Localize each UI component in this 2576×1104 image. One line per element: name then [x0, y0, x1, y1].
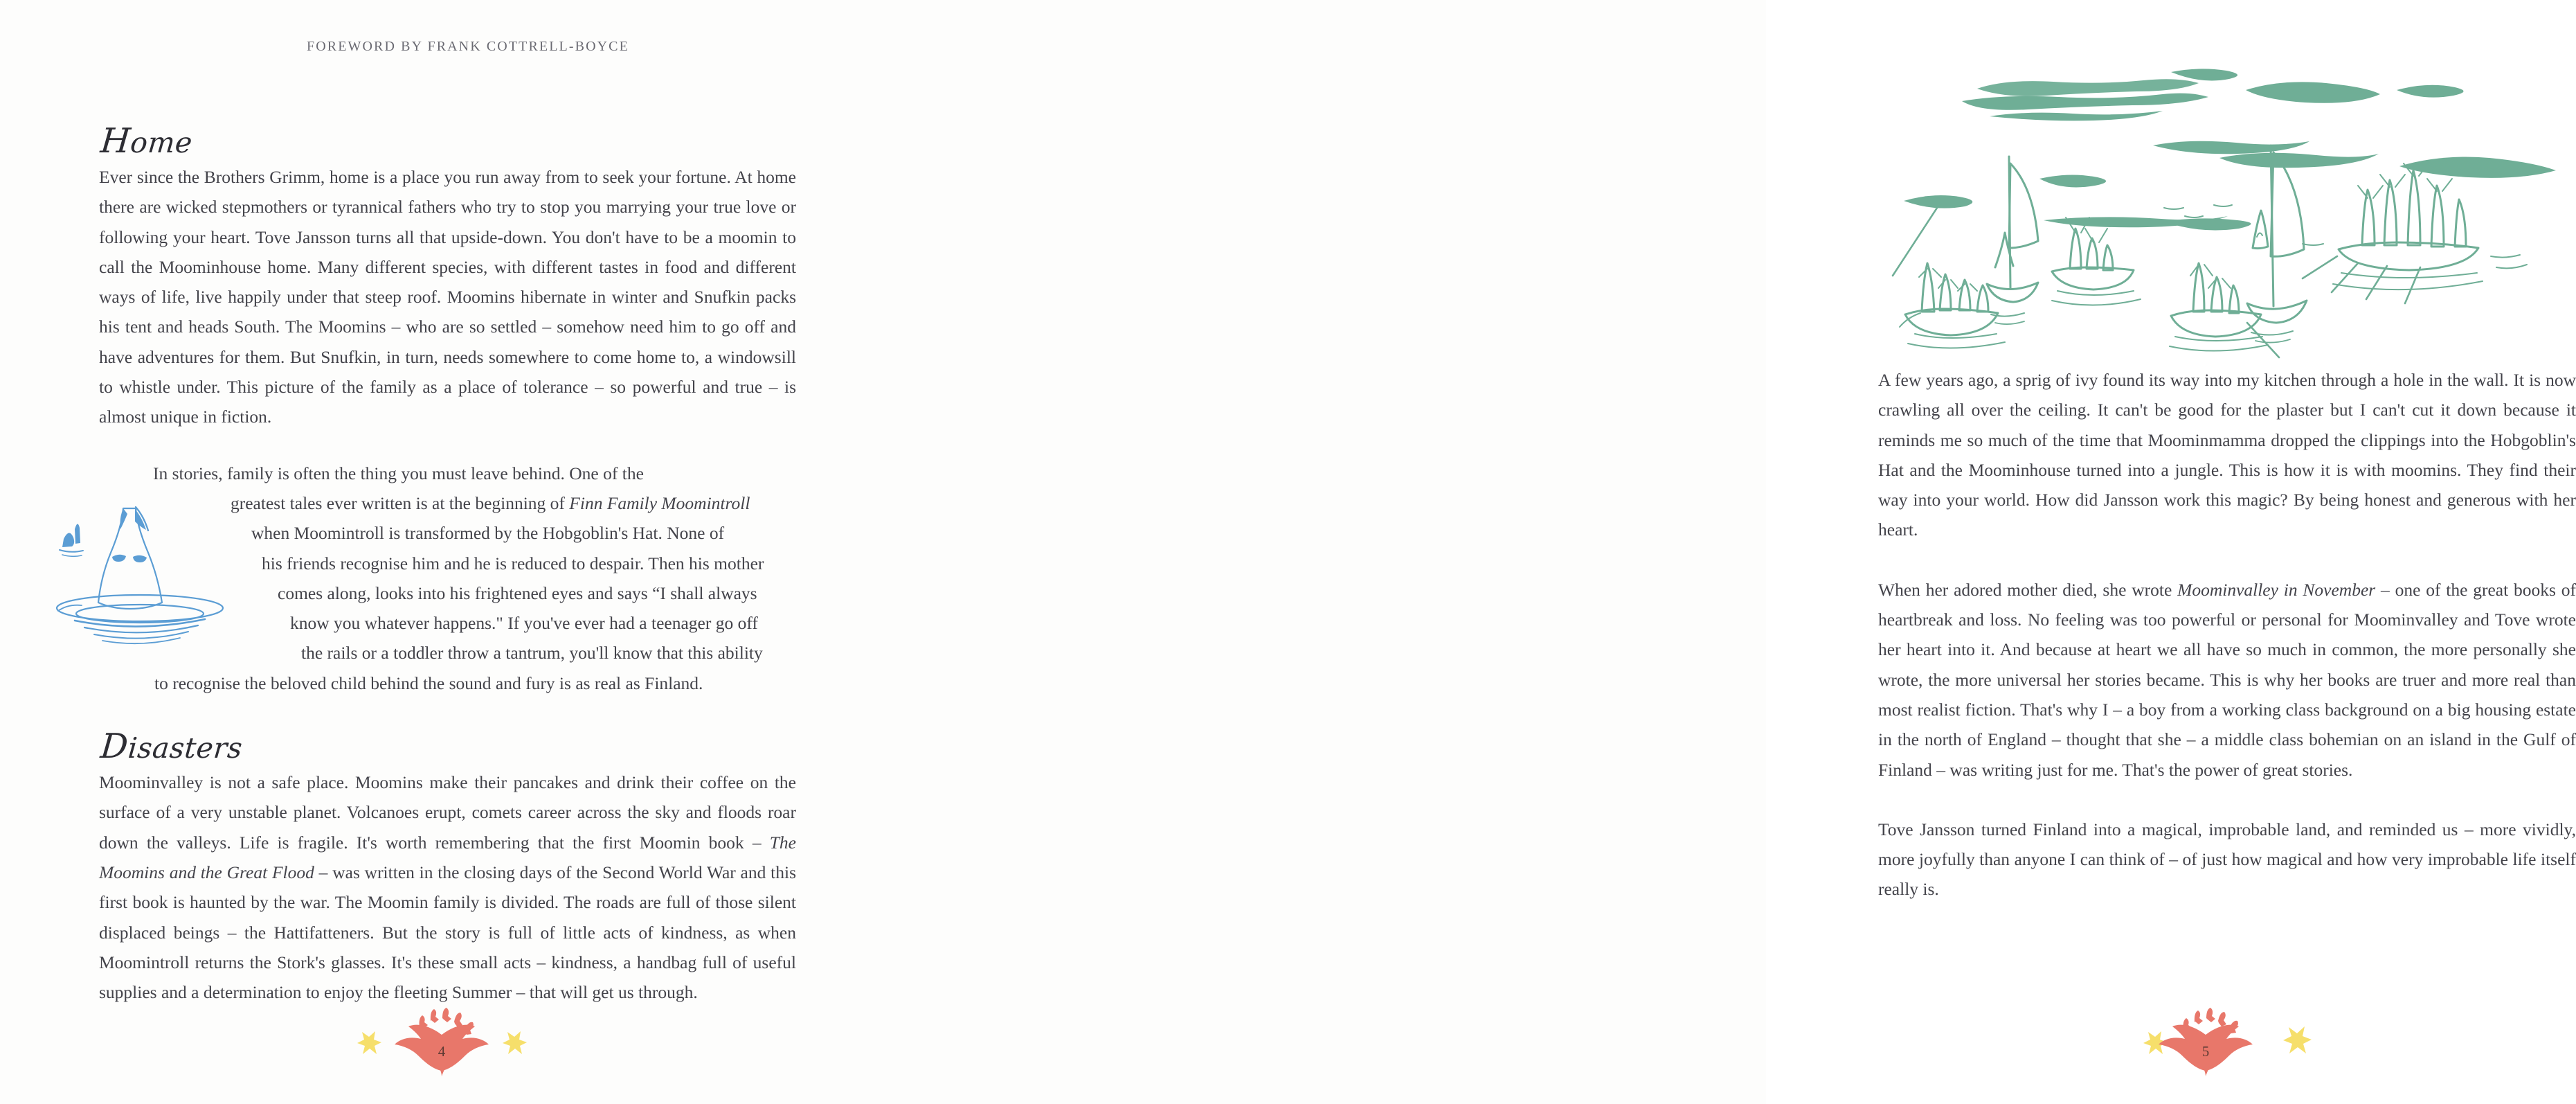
page-number-right: 5 — [2201, 1043, 2210, 1060]
hattifatteners-boats-illustration — [1873, 68, 2573, 345]
runaround-line-2-text: greatest tales ever written is at the beginning of — [231, 492, 570, 513]
book-title-finn-family: Finn Family Moomintroll — [569, 492, 750, 513]
runaround-line-6: know you whatever happens." If you've ever had a teenager go off — [290, 613, 758, 634]
runaround-line-5: comes along, looks into his frightened eyes and says “I shall always — [278, 582, 757, 603]
runaround-line-1: In stories, family is often the thing you must leave behind. One of the — [153, 463, 644, 483]
rowboat-center-lower — [2170, 263, 2279, 357]
heading-remainder: ome — [129, 126, 194, 159]
runaround-line-7: the rails or a toddler throw a tantrum, you'll know that this ability — [301, 643, 763, 664]
left-page — [0, 0, 883, 1104]
runaround-line-4: his friends recognise him and he is reduced to despair. Then his mother — [262, 553, 764, 573]
runaround-line-2 — [175, 488, 796, 518]
book-title-moominvalley-in-november: Moominvalley in November — [2177, 579, 2376, 600]
rowboat-center-left — [2052, 217, 2141, 305]
rowboat-right — [2303, 163, 2527, 303]
disasters-text-before-title: Moominvalley is not a safe place. Moomins make their pancakes and drink their coffee on the surface of a very unstable planet. Volcanoes erupt, comets career across the sky and floods roar down the valleys. Life is fragile. It's worth remembering that the first Moomin book – — [99, 772, 796, 853]
sailboat-right — [2247, 145, 2307, 343]
cloud-group — [1904, 69, 2556, 230]
running-head: FOREWORD BY FRANK COTTRELL-BOYCE — [307, 39, 629, 54]
right-column-text — [1878, 365, 2576, 905]
heading-remainder-disasters: isasters — [126, 731, 244, 765]
runaround-line-3: when Moomintroll is transformed by the Hobgoblin's Hat. None of — [251, 523, 725, 544]
rowboat-far-left — [1893, 204, 2005, 348]
left-column-text — [99, 123, 796, 1007]
section-heading-disasters — [99, 729, 800, 766]
paragraph-ivy: A few years ago, a sprig of ivy found its way into my kitchen through a hole in the wall. It is now crawling all over the ceiling. It can't be good for the plaster but I can't cut it down because it reminds me so much of the time that Moominmamma dropped the clippings into the Hobgoblin's Hat and the Moominhouse turned into a jungle. This is how it is with moomins. They find their way into your world. How did Jansson work this magic? By being honest and generous with her heart. — [1878, 370, 2576, 540]
runaround-line-8: to recognise the beloved child behind the sound and fury is as real as Finland. — [154, 673, 703, 693]
disasters-text-after-title: – was written in the closing days of the Second World War and this first book is haunted by the war. The Moomin family is divided. The roads are full of those silent displaced beings – the Hattifatteners. But the story is full of little acts of kindness, as when Moomintroll returns the Stork's glasses. It's these small acts – kindness, a handbag full of useful supplies and a determination to enjoy the fleeting Summer – that will get us through. — [99, 862, 796, 1003]
water-marks — [2164, 205, 2323, 245]
paragraph-closing: Tove Jansson turned Finland into a magical, improbable land, and reminded us – more vividly, more joyfully than anyone I can think of – of just how magical and how very improbable life itself really is. — [1878, 819, 2576, 900]
right-page — [883, 0, 2576, 1104]
november-text-after-title: – one of the great books of heartbreak and loss. No feeling was too powerful or personal for Moominvalley and Tove wrote her heart into it. And because at heart we all have so much in common, the more personally she wrote, the more universal her stories became. This is why her books are truer and more real than most realist fiction. That's why I – a boy from a working class background on a big housing estate in the north of England – thought that she – a middle class bohemian on an island in the Gulf of Finland – was writing just for me. That's the power of great stories. — [1878, 579, 2576, 780]
folio-ornament-left — [345, 1003, 539, 1085]
paragraph-moominvalley-november — [1878, 575, 2576, 785]
book-title-great-flood: The Moomins and the Great Flood — [99, 832, 796, 882]
heading-initial: H — [99, 121, 133, 161]
november-text-before-title: When her adored mother died, she wrote — [1878, 579, 2178, 600]
paragraph-in-stories — [99, 458, 796, 698]
section-heading-home — [99, 123, 800, 161]
paragraph-home-intro: Ever since the Brothers Grimm, home is a place you run away from to seek your fortune. At home there are wicked stepmothers or tyrannical fathers who try to stop you marrying your true love or following your heart. Tove Jansson turns all that upside-down. You don't have to be a moomin to call the Moominhouse home. Many different species, with different tastes in food and different ways of life, live happily under that steep roof. Moomins hibernate in winter and Snufkin packs his tent and heads South. The Moomins – who are so settled – somehow need him to go off and have adventures for them. But Snufkin, in turn, needs somewhere to come home to, a windowsill to whistle under. This picture of the family as a place of tolerance – so powerful and true – is almost unique in fiction. — [99, 167, 796, 427]
folio-ornament-right — [2136, 1003, 2330, 1085]
sailboat-left — [1987, 157, 2038, 324]
page-number-left: 4 — [438, 1043, 446, 1060]
heading-initial-disasters: D — [99, 727, 130, 767]
paragraph-disasters — [99, 767, 796, 1007]
